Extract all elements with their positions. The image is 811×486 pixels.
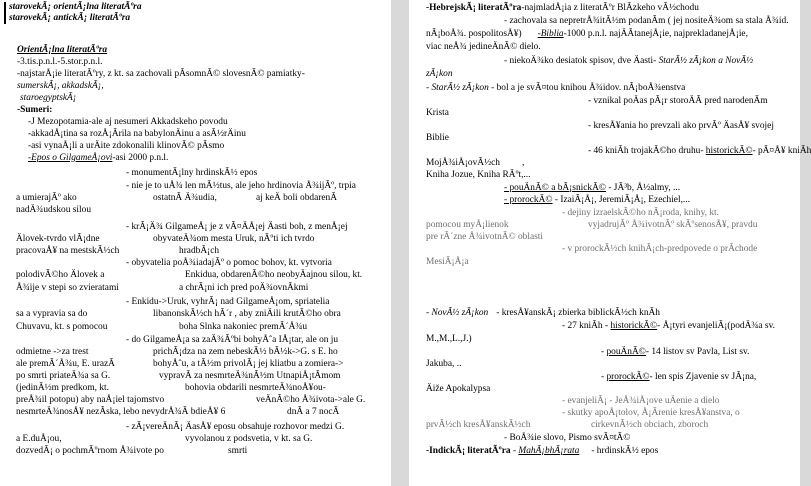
epos-text: pracovaÅ¥ na mestskÃ½ch	[16, 246, 120, 256]
hebrew-text: - 14 listov sv Pavla, List sv.	[645, 347, 750, 357]
hebrew-line: - v prorockÃ½ch knihÃ¡ch-predpovede o prÃchode	[562, 244, 758, 254]
heading-bar	[4, 2, 6, 24]
epos-title: -Epos o GilgameÅ¡ovi	[28, 153, 113, 163]
hebrew-text: -1000 p.n.l. najÄÃtanejÅ¡ie, najprekladanejÅ¡ie,	[563, 29, 748, 39]
hebrew-text: - len spis Zjavenie sv JÃ¡na,	[649, 372, 757, 382]
hebrew-line: Kniha Jozue, Kniha RÃºt,...	[426, 170, 531, 180]
epos-text: a chrÃ¡ni ich pred poÄ¾ovnÃkmi	[179, 283, 309, 293]
epos-text: dnÃ a 7 nocÃ	[287, 407, 340, 417]
heading-oriental: starovekÃ¡ orientÃ¡lna literatÃºra	[9, 2, 142, 12]
old-testament-term: - StarÃ½ zÃ¡kon	[426, 83, 489, 93]
epos-text: (jedinÃ½m predkom, kt.	[16, 383, 109, 393]
epos-text: Chuvavu, kt. s pomocou	[16, 322, 108, 332]
epos-text: Enkidua, obdarenÃ©ho neobyÄajnou silou, kt.	[185, 270, 363, 280]
sumeri-line: -asi vynaÅ¡li a urÄite zdokonalili klinovÃ© pÃsmo	[28, 141, 225, 151]
section-title: OrientÃ¡lna literatÃºra	[17, 45, 108, 55]
sumer-lit: sumerskÃ¡, akkadskÃ¡,	[17, 81, 104, 91]
epos-text: a E.duÅ¡ou,	[16, 434, 62, 444]
hebrew-line	[426, 158, 524, 169]
hebrew-text: - 27 kniÃh -	[562, 321, 609, 331]
hebrew-line: Biblie	[426, 133, 449, 143]
hebrew-text: - kresÅ¥anskÃ¡ zbierka biblickÃ½ch knÃh	[496, 308, 660, 318]
epos-text: Älovek-tvrdo vlÃ¡dne	[16, 234, 100, 244]
epos-text: sa a vypravia sa do	[16, 309, 88, 319]
hebrew-text: -	[601, 372, 605, 382]
hebrew-desc: -najmladÅ¡ia z literatÃºr BlÃzkeho vÃ½chodu	[521, 3, 699, 13]
new-testament-line	[562, 321, 775, 332]
hebrew-line: - zachovala sa nepretrÅ¾itÃ½m podanÃm ( jej nositeÄ¾om sa stala Å¾id.	[504, 16, 789, 26]
sumeri-line: -J Mezopotamia-ale aj nesumeri Akkadskeho povodu	[28, 117, 228, 127]
hebrew-line: - vznikal poÄas pÃ¡r storoÄÃ pred narodenÃm	[588, 96, 768, 106]
new-testament-line: prvÃ½ch kresÅ¥anskÃ½ch	[426, 420, 531, 430]
epos-text: libanonskÃ½ch hÃ´r , aby zniÄili krutÃ©ho obra	[153, 309, 341, 319]
indian-desc: - hrdinskÃ½ epos	[591, 446, 659, 456]
dates-line: -3.tis.p.n.l.-5.stor.p.n.l.	[17, 57, 103, 67]
epos-text: boha Slnka nakoniec premÃ´Å¾u	[179, 322, 308, 332]
epos-text: Å¾ije v stepi so zvieratami	[16, 283, 119, 293]
hebrew-line: - dejiny izraelskÃ©ho nÃ¡roda, knihy, kt.	[562, 208, 719, 218]
epos-text: veÄnÃ©ho Å¾ivota->ale G.	[256, 395, 366, 405]
epos-date: -asi 2000 p.n.l.	[112, 153, 169, 163]
new-testament-line: - evanjeliÃ¡ - JeÅ¾iÅ¡ove uÄenie a dielo	[562, 396, 720, 406]
epos-text: hradbÃ¡ch	[179, 246, 220, 256]
hebrew-text: - JÃ³b, Å½almy, ...	[608, 183, 681, 193]
hebrew-line: Krista	[426, 108, 449, 118]
epos-text: odmietne ->za trest	[16, 347, 89, 357]
epos-text: ale premÃ´Å¾u, E. urazÃ	[16, 359, 115, 369]
hebrew-text: - 46 kniÃh trojakÃ©ho druhu-	[588, 146, 704, 156]
hebrew-text: - pÃ¤Å¥ kniÃh	[752, 146, 811, 156]
hebrew-text: nÃ¡boÅ¾. pospolitosÅ¥)	[426, 29, 522, 39]
bible-term: -Biblia	[537, 29, 564, 39]
new-testament-term: - NovÃ½ zÃ¡kon	[426, 308, 489, 318]
mahabharata-term: MahÃ¡bhÃ¡rata	[518, 446, 580, 456]
historical-term: historickÃ©	[610, 321, 658, 331]
epos-point: - nie je to uÅ¾ len mÃ½tus, ale jeho hrdinovia Å¾ijÃº, trpia	[126, 181, 356, 191]
testament-term: zÃ¡kon	[426, 69, 453, 79]
epos-text: smrti	[228, 446, 248, 456]
hebrew-text: - bol a je svÃ¤tou knihou Å¾idov. nÃ¡boÅ¾enstva	[491, 83, 686, 93]
right-document-page	[409, 0, 811, 486]
epos-text: po smrti priateÄ¾a sa G.	[16, 371, 111, 381]
hebrew-title: -HebrejskÃ¡ literatÃºra	[426, 3, 522, 13]
hebrew-text: MojÅ¾iÅ¡ovÃ½ch	[426, 158, 500, 168]
hebrew-text: - niekoÄ¾ko desiatok spisov, dve Äasti-	[504, 56, 657, 66]
prophetic-term: prorockÃ©	[606, 372, 650, 382]
hebrew-line: vyjadrujÃº Å¾ivotnÃº skÃºsenosÅ¥, pravdu	[588, 220, 758, 230]
egypt-lit: staroegyptskÃ¡	[20, 93, 77, 103]
epos-text: a umierajÃº ako	[16, 193, 77, 203]
historical-term: historickÃ©	[705, 146, 753, 156]
hebrew-line: - kresÅ¥ania ho prevzali ako prvÃº ÄasÅ¥ svojej	[588, 121, 774, 131]
epos-text: vyvolanou z podsvetia, v kt. sa G.	[185, 434, 313, 444]
new-testament-line: M.,M.,L.,J.)	[426, 334, 472, 344]
epos-text: aj keÄ boli obdarenÃ	[256, 193, 337, 203]
hebrew-line: pre rÃ´zne Å¾ivotnÃ© oblasti	[426, 232, 543, 242]
epos-text: preÅ¾il potopu) aby naÅ¡iel tajomstvo	[16, 395, 165, 405]
hebrew-line	[588, 146, 811, 157]
hebrew-text: - IzaiÃ¡Å¡, JeremiÃ¡Å¡, Ezechiel,...	[554, 195, 690, 205]
new-testament-line: - skutky apoÅ¡tolov, Å¡Ãrenie kresÅ¥anstva, o	[562, 408, 740, 418]
epos-text: nesmrteÄ¾nosÅ¥ nezÃska, lebo nevydrÅ¾Ã bdieÅ¥ 6	[16, 407, 226, 417]
epos-text: dozvedÃ¡ o pochmÃºrnom Å¾ivote po	[16, 446, 164, 456]
prophetic-term: - prorockÃ©	[504, 195, 553, 205]
oldest-line: -najstarÅ¡ie literatÃºry, z kt. sa zachovali pÃsomnÃ© slovesnÃ© pamiatky-	[17, 69, 305, 79]
epos-text: prichÃ¡dza na zem nebeskÃ½ bÃ½k->G. s E. ho	[153, 347, 338, 357]
new-testament-line: Äiže Apokalypsa	[426, 384, 491, 394]
new-testament-line: - BoÅ¾ie slovo, Pismo svÃ¤tÃ©	[504, 433, 631, 443]
indian-heading	[426, 446, 658, 457]
didactic-term: - pouÄnÃ© a bÃ¡snickÃ©	[504, 183, 606, 193]
epos-text: polodivÃ©ho Älovek a	[16, 270, 105, 280]
heading-antique: starovekÃ¡ antickÃ¡ literatÃºra	[9, 13, 131, 23]
epos-text: ostatnÃ Ä¾udia,	[153, 193, 217, 203]
left-document-page	[0, 0, 391, 486]
indian-title: -IndickÃ¡ literatÃºra	[426, 446, 511, 456]
epos-point: - monumentÃ¡lny hrdinskÃ½ epos	[126, 168, 258, 178]
sumeri-heading: -Sumeri:	[17, 105, 53, 115]
epos-text: vypravÃ za nesmrteÄ¾nÃ½m UtnapiÅ¡tÃmom	[159, 371, 341, 381]
hebrew-text: - Å¡tyri evanjeliÃ¡(podÄ¾a sv.	[657, 321, 775, 331]
epos-text: nadÄ¾udskou silou	[16, 205, 91, 215]
epos-text: bohyÅˆu, a tÃ½m privolÃ¡ jej kliatbu a zomiera->	[153, 359, 344, 369]
hebrew-line	[426, 29, 748, 40]
new-testament-line	[426, 308, 660, 319]
hebrew-line	[504, 56, 753, 67]
testament-term: StarÃ½ zÃ¡kon a NovÃ½	[658, 56, 754, 66]
hebrew-line	[504, 195, 690, 206]
hebrew-text: -	[601, 347, 605, 357]
epos-point: - do GilgameÅ¡a sa zaÄ¾Ãºbi bohyÅˆa IÅ¡tar, ale on ju	[126, 335, 339, 345]
new-testament-line	[601, 372, 756, 383]
epos-point: - zÃ¡vereÄnÃ¡ ÄasÅ¥ eposu obsahuje rozhovor medzi G.	[126, 422, 345, 432]
didactic-term: pouÄnÃ©	[606, 347, 646, 357]
hebrew-line	[504, 183, 680, 194]
epos-text: obyvateÄ¾om mesta Uruk, nÃºti ich tvrdo	[153, 234, 315, 244]
old-testament-line	[426, 83, 685, 94]
hebrew-heading	[426, 3, 699, 14]
epos-point: - obyvatelia poÅ¾iadajÃº o pomoc bohov, kt. vytvoria	[126, 258, 332, 268]
sumeri-line: -akkadÅ¡tina sa rozÅ¡Ãrila na babylonÄinu a asÃ½rÄinu	[28, 129, 246, 139]
epos-line	[28, 153, 168, 164]
new-testament-line	[601, 347, 749, 358]
hebrew-line: MesiÃ¡Å¡a	[426, 257, 469, 267]
epos-text: bohovia obdarili nesmrteÄ¾noÅ¥ou-	[185, 383, 326, 393]
hebrew-line: pomocou myÅ¡lienok	[426, 220, 509, 230]
new-testament-line: cirkevnÃ½ch obciach, zboroch	[591, 420, 709, 430]
hebrew-line: viac neÅ¾ jedineÄnÃ© dielo.	[426, 42, 541, 52]
hebrew-text: ,	[521, 158, 525, 168]
new-testament-line: Jakuba, ..	[426, 359, 462, 369]
epos-point: - Enkidu->Uruk, vyhrÃ¡ nad GilgameÅ¡om, spriatelia	[126, 297, 330, 307]
hebrew-text: -	[512, 446, 517, 456]
epos-point: - krÃ¡Ä¾ GilgameÅ¡ je z vÃ¤ÄÅ¡ej Äasti boh, z menÅ¡ej	[126, 222, 348, 232]
